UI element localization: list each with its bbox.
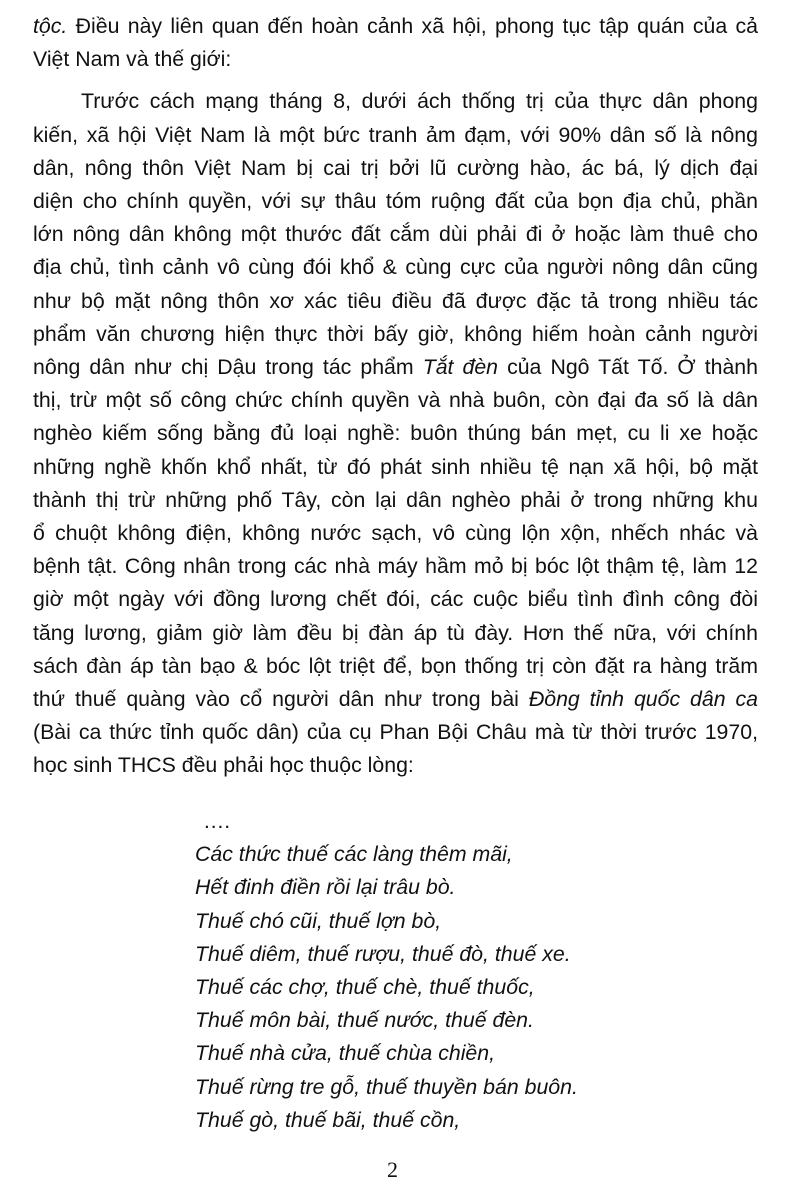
poem-verse: Hết đinh điền rồi lại trâu bò. — [195, 875, 456, 900]
main-line: nghèo kiếm sống bằng đủ loại nghề: buôn thúng bán mẹt, cu li xe hoặc — [33, 421, 758, 446]
main-line-9-before: nông dân như chị Dậu trong tác phẩm — [33, 355, 423, 380]
main-line: những nghề khốn khổ nhất, từ đó phát sinh nhiều tệ nạn xã hội, bộ mặt — [33, 454, 758, 479]
poem-verse: Thuế diêm, thuế rượu, thuế đò, thuế xe. — [195, 941, 571, 966]
main-line: địa chủ, tình cảnh vô cùng đói khổ & cùng cực của người nông dân cũng — [33, 255, 758, 280]
page-number: 2 — [387, 1157, 398, 1182]
main-line: thành thị trừ những phố Tây, còn lại dân nghèo phải ở trong những khu — [33, 487, 758, 512]
book-title-tat-den: Tắt đèn — [422, 355, 499, 380]
main-line: sách đàn áp tàn bạo & bóc lột triệt để, bọn thống trị còn đặt ra hàng trăm — [33, 653, 758, 678]
poem-verse: Thuế môn bài, thuế nước, thuế đèn. — [195, 1008, 534, 1033]
main-line-9-after: của Ngô Tất Tố. Ở thành — [498, 355, 758, 380]
main-line-with-book-title — [33, 351, 758, 384]
main-line: kiến, xã hội Việt Nam là một bức tranh ảm đạm, với 90% dân số là nông — [33, 122, 758, 147]
main-line-with-poem-title — [33, 683, 758, 716]
poem-verse: Thuế gò, thuế bãi, thuế cồn, — [195, 1107, 461, 1132]
main-line: như bộ mặt nông thôn xơ xác tiêu điều đã được đặc tả trong nhiều tác — [33, 288, 758, 313]
poem-verse: Thuế nhà cửa, thuế chùa chiền, — [195, 1041, 496, 1066]
poem-verse: Thuế chó cũi, thuế lợn bò, — [195, 908, 442, 933]
intro-line-1-text: Điều này liên quan đến hoàn cảnh xã hội, phong tục tập quán của cả — [67, 14, 758, 38]
main-line: lớn nông dân không một thước đất cắm dùi phải đi ở hoặc làm thuê cho — [33, 222, 758, 247]
poem-title: Đồng tỉnh quốc dân ca — [528, 687, 758, 712]
poem-verse: Thuế rừng tre gỗ, thuế thuyền bán buôn. — [195, 1074, 578, 1099]
main-line: phẩm văn chương hiện thực thời bấy giờ, không hiếm hoàn cảnh người — [33, 321, 758, 346]
main-line: thị, trừ một số công chức chính quyền và nhà buôn, còn đại đa số là dân — [33, 388, 758, 413]
intro-italic-lead: tộc. — [33, 14, 68, 38]
main-line: giờ một ngày với đồng lương chết đói, các cuộc biểu tình đình công đòi — [33, 587, 758, 612]
intro-paragraph — [33, 10, 758, 76]
main-line: bệnh tật. Công nhân trong các nhà máy hầm mỏ bị bóc lột thậm tệ, làm 12 — [33, 554, 758, 579]
main-line: dân, nông thôn Việt Nam bị cai trị bởi lũ cường hào, ác bá, lý dịch đại — [33, 155, 758, 180]
intro-line-1 — [33, 10, 758, 43]
main-line: học sinh THCS đều phải học thuộc lòng: — [33, 753, 414, 778]
main-line: diện cho chính quyền, với sự thâu tóm ruộng đất của bọn địa chủ, phần — [33, 189, 758, 214]
intro-line-2: Việt Nam và thế giới: — [33, 47, 232, 72]
main-paragraph — [33, 85, 758, 782]
main-line: (Bài ca thức tỉnh quốc dân) của cụ Phan Bội Châu mà từ thời trước 1970, — [33, 720, 758, 745]
poem-ellipsis: …. — [203, 809, 231, 833]
main-line-19-before: thứ thuế quàng vào cổ người dân như trong bài — [33, 687, 529, 712]
main-line: ổ chuột không điện, không nước sạch, vô cùng lộn xộn, nhếch nhác và — [33, 521, 758, 546]
main-line: Trước cách mạng tháng 8, dưới ách thống trị của thực dân phong — [81, 89, 758, 114]
main-line: tăng lương, giảm giờ làm đều bị đàn áp tù đày. Hơn thế nữa, với chính — [33, 620, 758, 645]
document-page — [33, 10, 758, 783]
poem-verse: Thuế các chợ, thuế chè, thuế thuốc, — [195, 975, 535, 1000]
poem-verse: Các thức thuế các làng thêm mãi, — [195, 842, 513, 867]
poem-excerpt — [195, 805, 578, 1137]
